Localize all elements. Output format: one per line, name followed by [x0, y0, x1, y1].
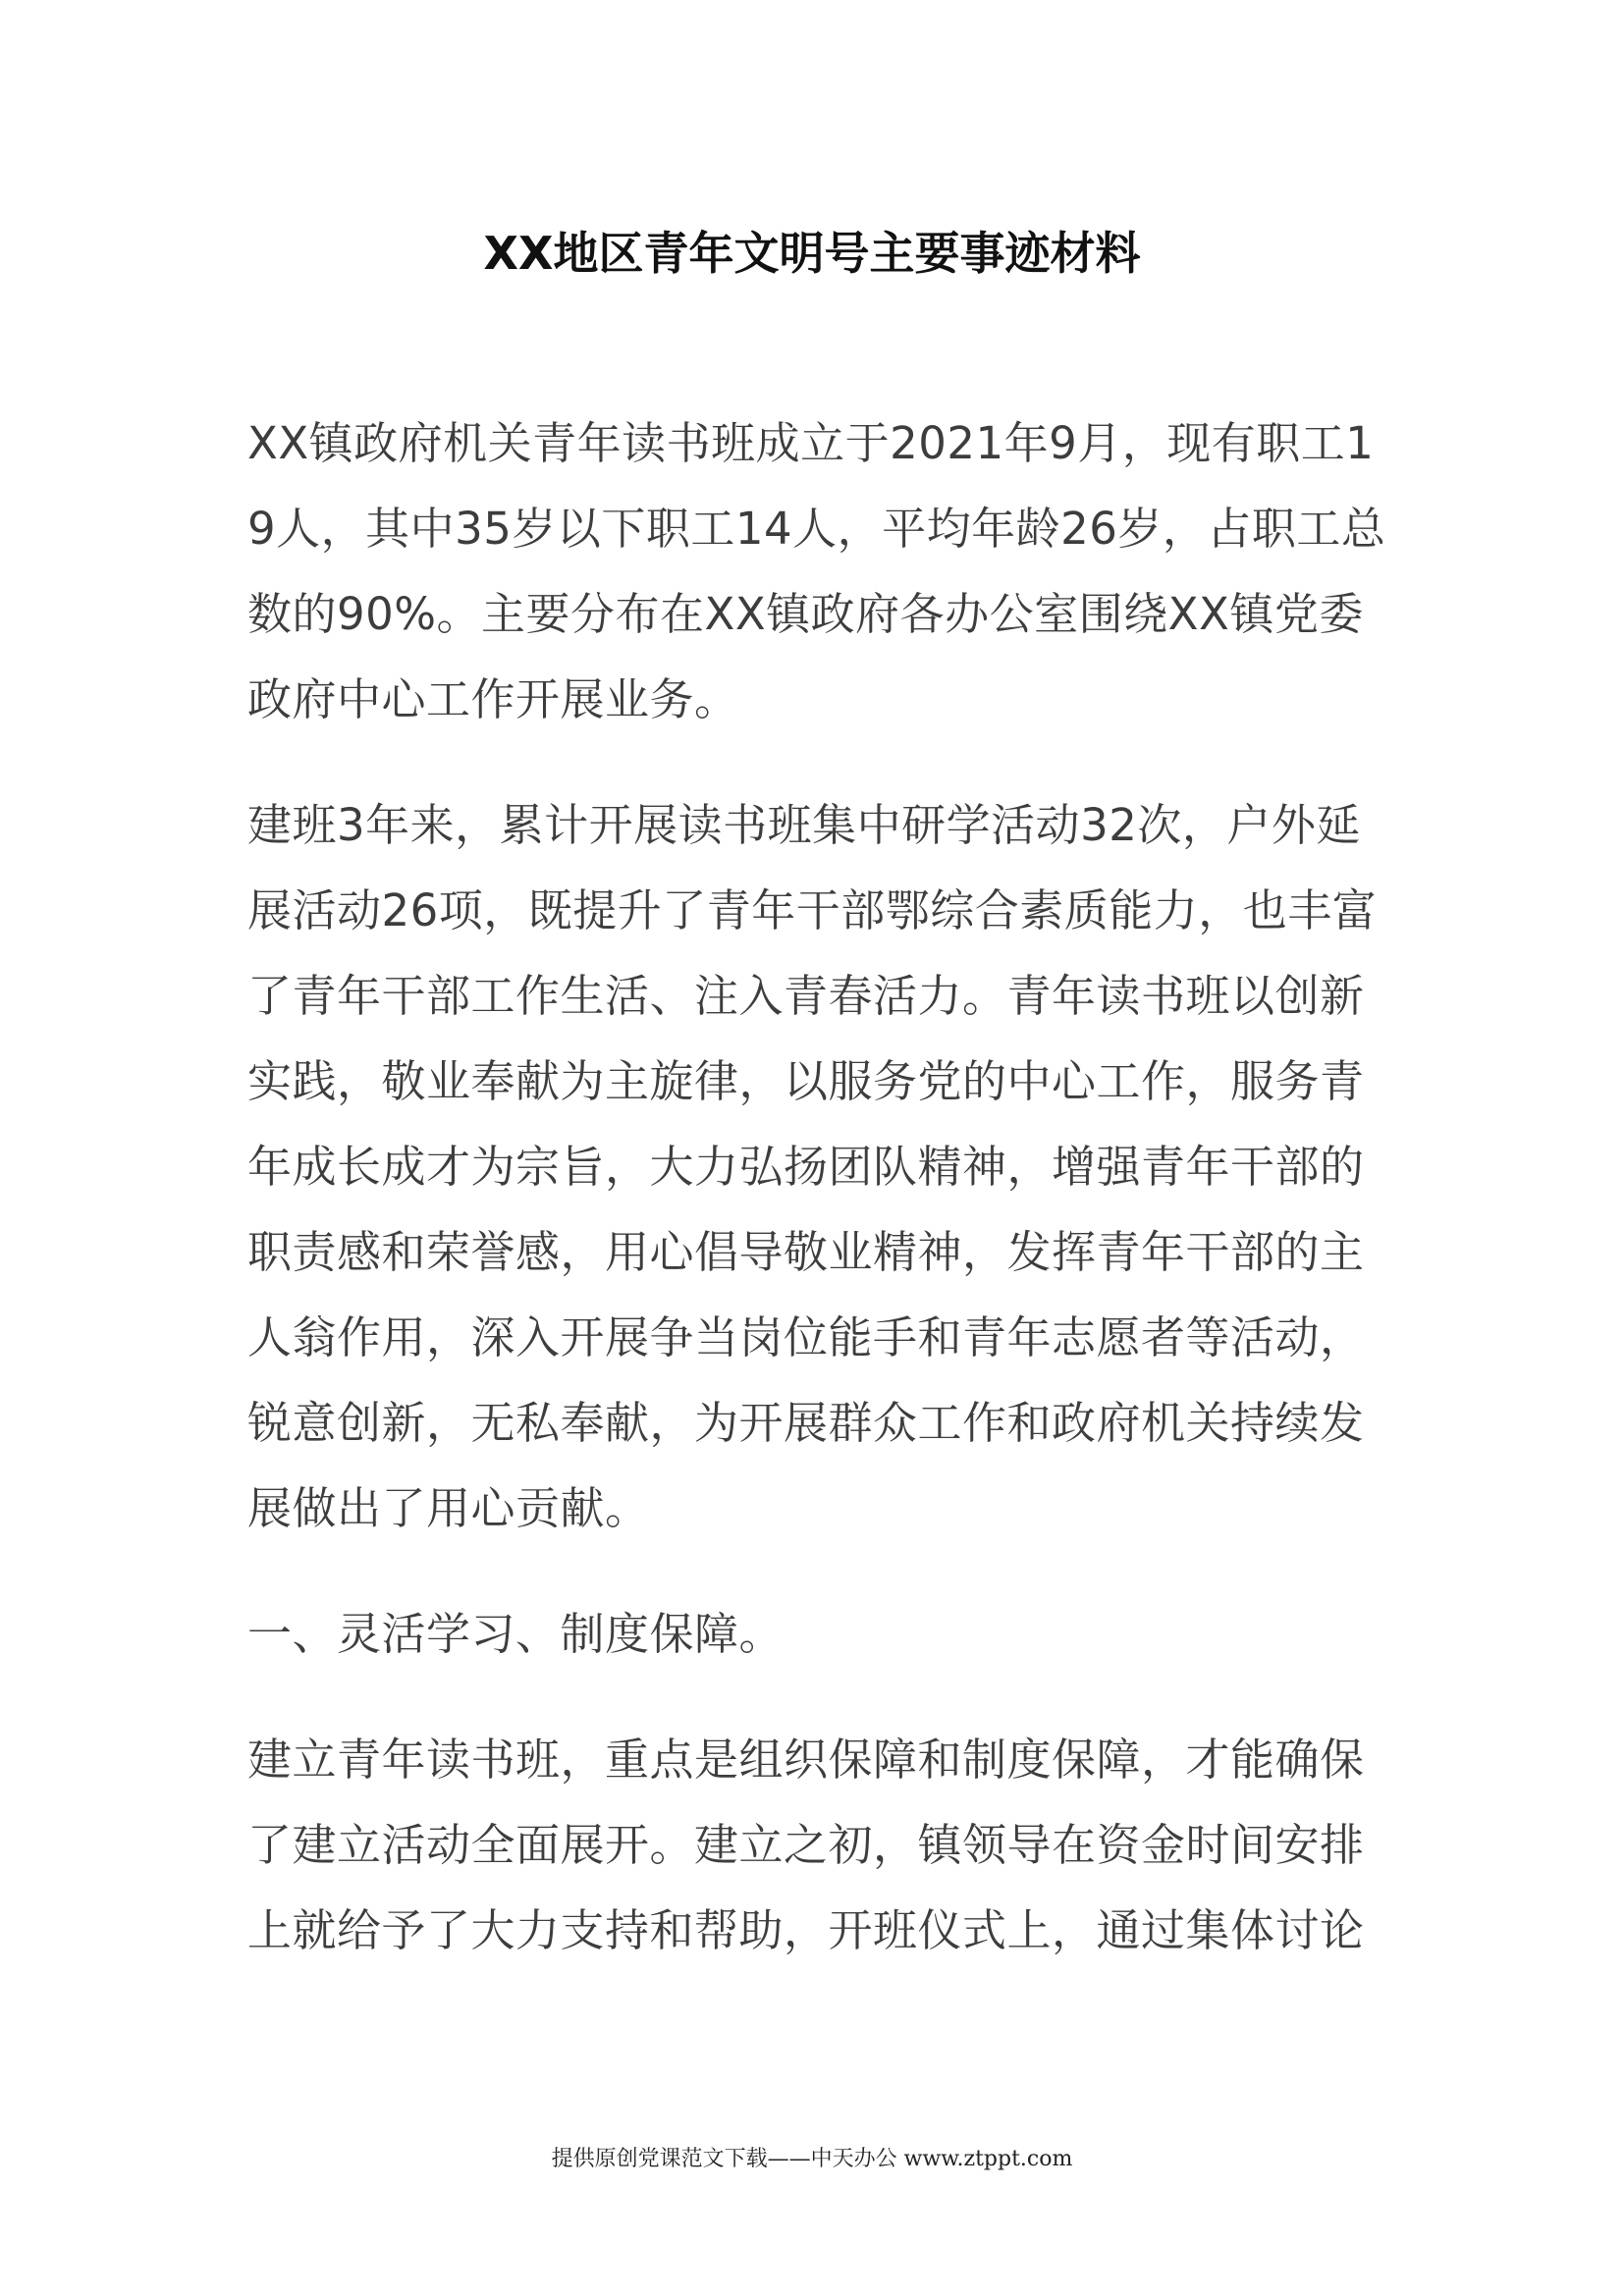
paragraph-section-1: 建立青年读书班，重点是组织保障和制度保障，才能确保了建立活动全面展开。建立之初，镇领导在资金时间安排上就给予了大力支持和帮助，开班仪式上，通过集体讨论: [247, 1734, 1365, 1956]
page-footer: 提供原创党课范文下载——中天办公 www.ztppt.com: [551, 2147, 1073, 2171]
paragraph-intro: XX镇政府机关青年读书班成立于2021年9月，现有职工19人，其中35岁以下职工14人，平均年龄26岁，占职工总数的90%。主要分布在XX镇政府各办公室围绕XX镇党委政府中心工作开展业务。: [247, 417, 1386, 725]
document-body: [247, 400, 1386, 2013]
document-title: XX地区青年文明号主要事迹材料: [483, 227, 1141, 280]
paragraph-achievements: 建班3年来，累计开展读书班集中研学活动32次，户外延展活动26项，既提升了青年干部鄂综合素质能力，也丰富了青年干部工作生活、注入青春活力。青年读书班以创新实践，敬业奉献为主旋律，以服务党的中心工作，服务青年成长成才为宗旨，大力弘扬团队精神，增强青年干部的职责感和荣誉感，用心倡导敬业精神，发挥青年干部的主人翁作用，深入开展争当岗位能手和青年志愿者等活动，锐意创新，无私奉献，为开展群众工作和政府机关持续发展做出了用心贡献。: [247, 799, 1378, 1534]
section-heading-1: 一、灵活学习、制度保障。: [247, 1608, 785, 1660]
